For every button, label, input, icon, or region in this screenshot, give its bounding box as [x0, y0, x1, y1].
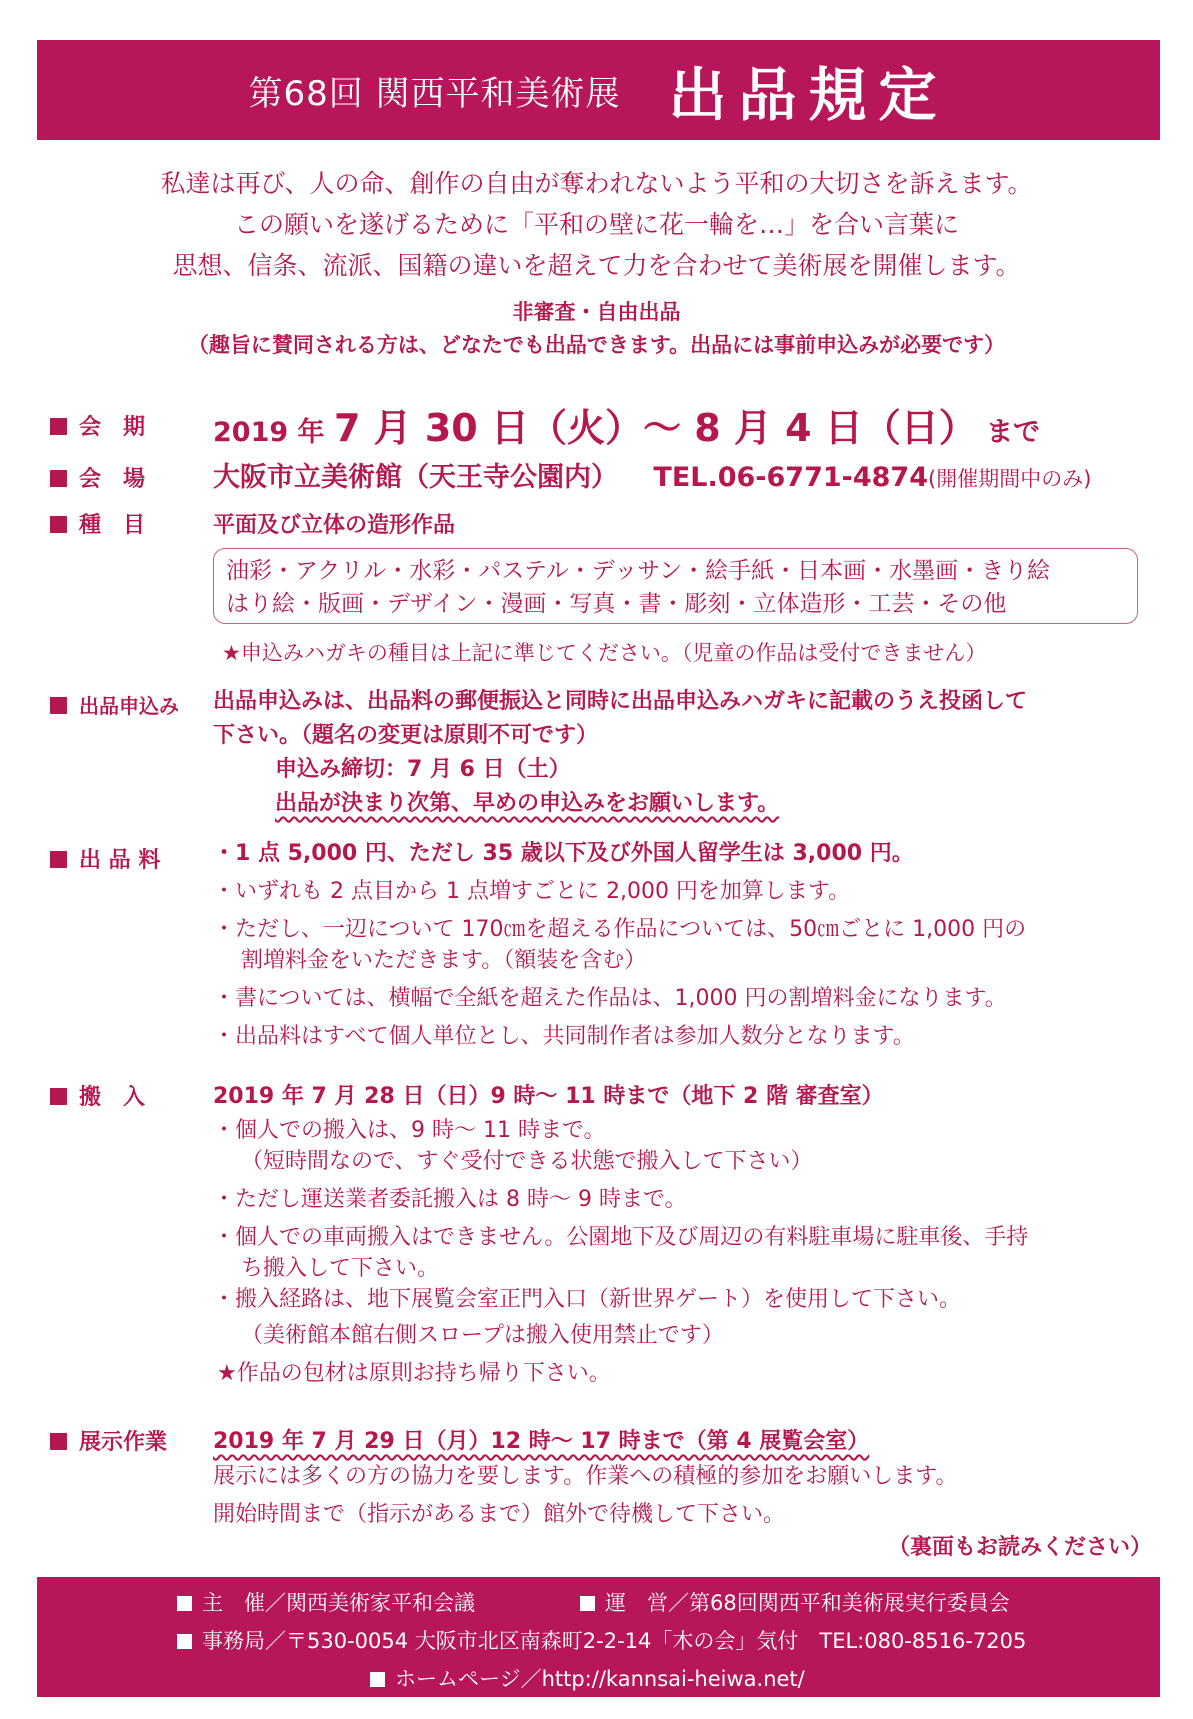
footer — [37, 1577, 1160, 1697]
delivery-list — [213, 1115, 1028, 1389]
square-bullet-icon — [580, 1596, 595, 1611]
application-text: 出品申込みは、出品料の郵便振込と同時に出品申込みハガキに記載のうえ投函して 下さい。（題名の変更は原則不可です） — [213, 689, 1028, 748]
fee-item: ・出品料はすべて個人単位とし、共同制作者は参加人数分となります。 — [213, 1024, 915, 1049]
fee-item: ・ただし、一辺について 170㎝を超える作品については、50㎝ごとに 1,000 円の — [213, 917, 1027, 942]
square-bullet-icon — [50, 851, 67, 868]
fee-item: ・1 点 5,000 円、ただし 35 歳以下及び外国人留学生は 3,000 円。 — [213, 841, 914, 866]
back-page-note: （裏面もお読みください） — [888, 1535, 1153, 1560]
intro-line: この願いを遂げるために「平和の壁に花一輪を…」を合い言葉に — [233, 210, 959, 239]
notice-line: （趣旨に賛同される方は、どなたでも出品できます。出品には事前申込みが必要です） — [187, 333, 1006, 357]
square-bullet-icon — [50, 1433, 67, 1450]
category-label: 種 目 — [50, 508, 145, 539]
venue-value — [213, 455, 1091, 494]
delivery-item-cont: ち搬入して下さい。 — [241, 1256, 440, 1281]
title-banner — [37, 40, 1160, 140]
footer-homepage: ホームページ／http://kannsai-heiwa.net/ — [370, 1663, 805, 1693]
intro-text — [0, 163, 1193, 286]
application-label: 出品申込み — [50, 690, 179, 719]
venue-tel: TEL.06-6771-4874 — [653, 462, 929, 493]
category-list-box — [213, 548, 1138, 624]
delivery-item: ・ただし運送業者委託搬入は 8 時〜 9 時まで。 — [213, 1187, 687, 1212]
delivery-label: 搬 入 — [50, 1080, 145, 1111]
venue-tel-note: (開催期間中のみ) — [928, 467, 1092, 491]
delivery-item-cont: （短時間なので、すぐ受付できる状態で搬入して下さい） — [241, 1149, 813, 1174]
application-deadline — [275, 753, 779, 821]
square-bullet-icon — [177, 1634, 192, 1649]
venue-label: 会 場 — [50, 462, 145, 493]
category-note: ★申込みハガキの種目は上記に準じてください。（児童の作品は受付できません） — [222, 641, 987, 665]
square-bullet-icon — [50, 697, 67, 714]
display-text: 展示には多くの方の協力を要します。作業への積極的参加をお願いします。 開始時間まで（指示があるまで）館外で待機して下さい。 — [213, 1464, 958, 1527]
fee-item: ・書については、横幅で全紙を超えた作品は、1,000 円の割増料金になります。 — [213, 986, 1007, 1011]
early-application-line: 出品が決まり次第、早めの申込みをお願いします。 — [275, 791, 780, 816]
period-value: 2019 年 7 月 30 日（火）〜 8 月 4 日（日） まで — [213, 406, 1041, 450]
event-title: 第68回 関西平和美術展 — [248, 73, 621, 114]
delivery-item: ・搬入経路は、地下展覧会室正門入口（新世界ゲート）を使用して下さい。 — [213, 1287, 962, 1312]
category-value: 平面及び立体の造形作品 — [213, 513, 456, 538]
page-title: 出品規定 — [668, 61, 949, 129]
delivery-headline: 2019 年 7 月 28 日（日）9 時〜 11 時まで（地下 2 階 審査室） — [213, 1084, 884, 1109]
delivery-item: ・個人での搬入は、9 時〜 11 時まで。 — [213, 1118, 606, 1143]
square-bullet-icon — [370, 1672, 385, 1687]
intro-line: 私達は再び、人の命、創作の自由が奪われないよう平和の大切さを訴えます。 — [160, 169, 1033, 198]
notice-line: 非審査・自由出品 — [512, 300, 681, 324]
deadline-line: 申込み締切：7 月 6 日（土） — [275, 757, 571, 782]
category-list-line: 油彩・アクリル・水彩・パステル・デッサン・絵手紙・日本画・水墨画・きり絵 — [226, 558, 1051, 584]
fee-item-cont: 割増料金をいただきます。（額装を含む） — [241, 948, 647, 973]
fee-list — [213, 838, 1026, 1052]
fee-label: 出 品 料 — [50, 843, 160, 874]
square-bullet-icon — [177, 1596, 192, 1611]
entry-notice — [0, 296, 1193, 362]
square-bullet-icon — [50, 470, 67, 487]
period-label: 会 期 — [50, 410, 145, 441]
period-dates: 7 月 30 日（火）〜 8 月 4 日（日） — [333, 406, 977, 450]
display-headline: 2019 年 7 月 29 日（月）12 時〜 17 時まで（第 4 展覧会室） — [213, 1429, 870, 1454]
footer-sponsor: 主 催／関西美術家平和会議 — [177, 1587, 475, 1617]
delivery-item-cont: （美術館本館右側スロープは搬入使用禁止です） — [241, 1323, 724, 1348]
fee-item: ・いずれも 2 点目から 1 点増すごとに 2,000 円を加算します。 — [213, 879, 851, 904]
venue-name: 大阪市立美術館（天王寺公園内） — [213, 462, 618, 493]
square-bullet-icon — [50, 418, 67, 435]
footer-office: 事務局／〒530-0054 大阪市北区南森町2-2-14「木の会」気付 TEL:080-8516-7205 — [177, 1625, 1026, 1655]
intro-line: 思想、信条、流派、国籍の違いを超えて力を合わせて美術展を開催します。 — [172, 251, 1021, 280]
delivery-note: ★作品の包材は原則お持ち帰り下さい。 — [217, 1361, 611, 1386]
square-bullet-icon — [50, 516, 67, 533]
square-bullet-icon — [50, 1088, 67, 1105]
delivery-item: ・個人での車両搬入はできません。公園地下及び周辺の有料駐車場に駐車後、手持 — [213, 1225, 1029, 1250]
display-label: 展示作業 — [50, 1425, 167, 1456]
category-list-line: はり絵・版画・デザイン・漫画・写真・書・彫刻・立体造形・工芸・その他 — [226, 591, 1007, 617]
footer-operator: 運 営／第68回関西平和美術展実行委員会 — [580, 1587, 1010, 1617]
